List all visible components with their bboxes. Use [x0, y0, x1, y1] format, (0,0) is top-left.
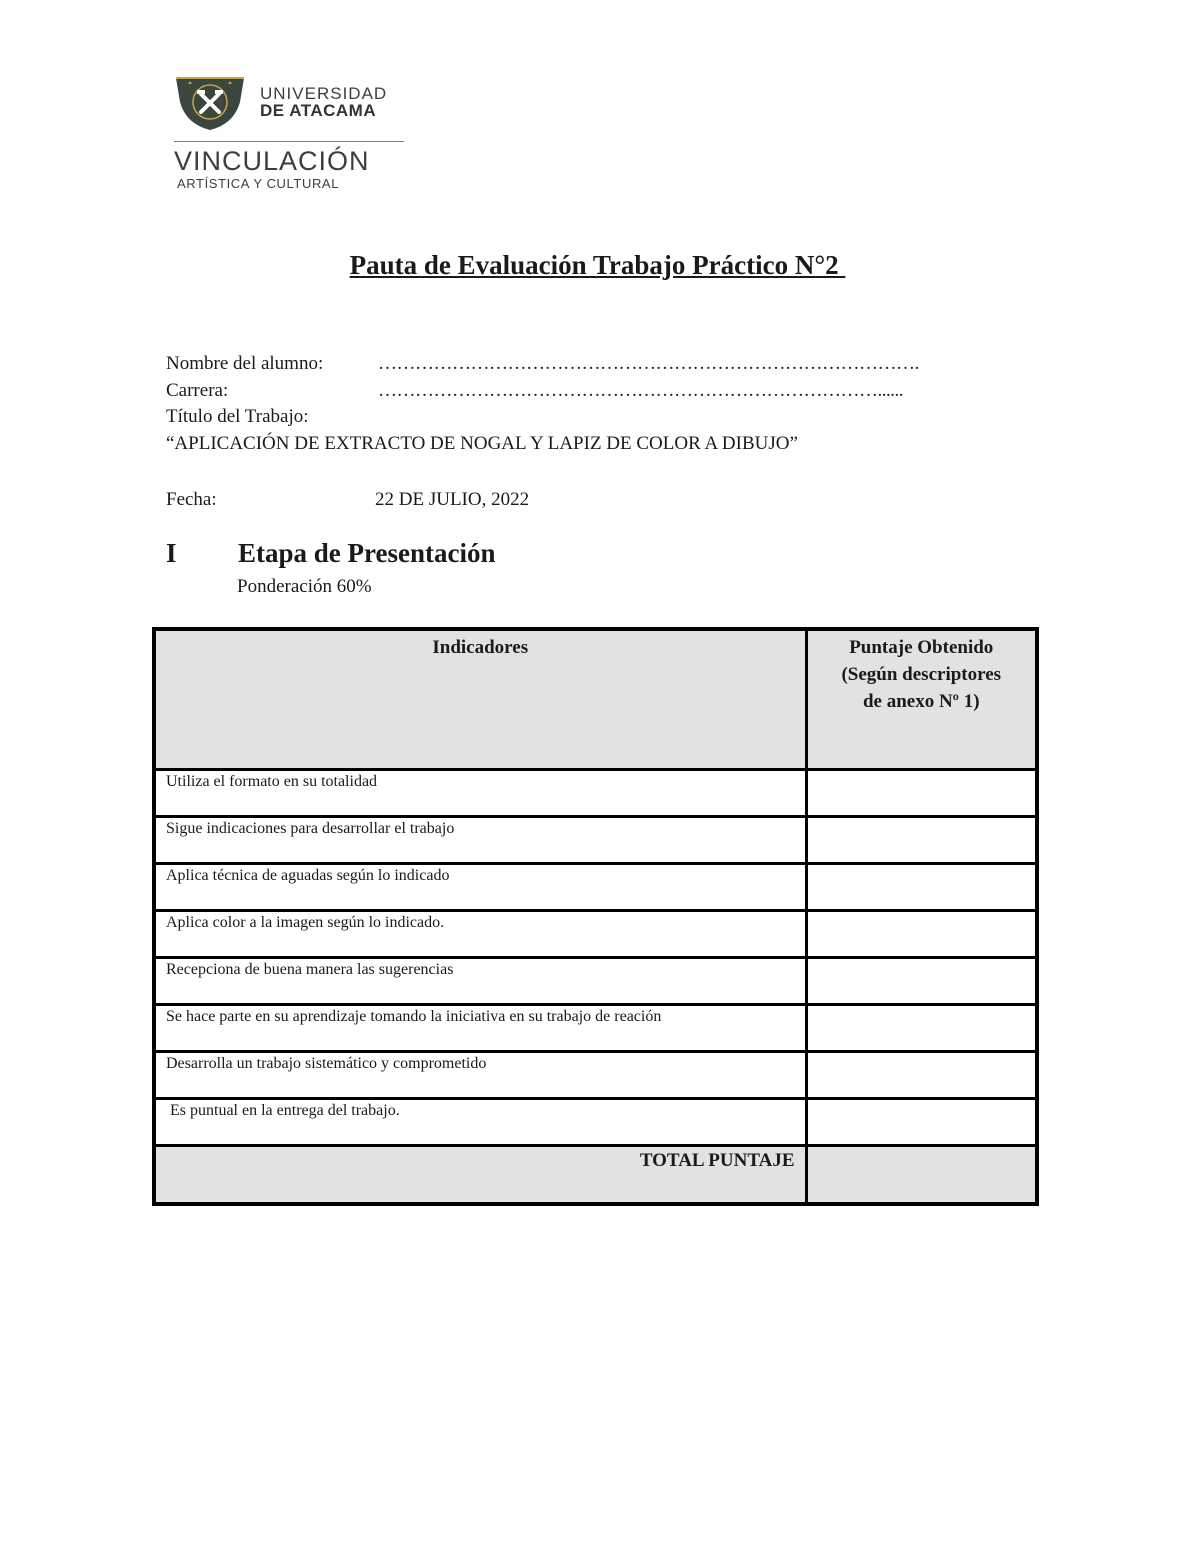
table-row: [154, 817, 1037, 864]
student-name-label: Nombre del alumno:: [166, 353, 324, 374]
career-label: Carrera:: [166, 380, 229, 401]
table-row: [154, 1005, 1037, 1052]
score-cell[interactable]: [806, 911, 1037, 958]
score-header-line1: Puntaje Obtenido: [849, 637, 994, 658]
table-row: [154, 1052, 1037, 1099]
section-heading: Etapa de Presentación: [238, 538, 496, 568]
table-header-row: [154, 629, 1037, 770]
indicators-header: [154, 629, 806, 770]
indicator-cell: Aplica técnica de aguadas según lo indicado: [154, 864, 806, 911]
score-header-line3: de anexo Nº 1): [862, 691, 980, 712]
university-name-line2: DE ATACAMA: [260, 101, 377, 120]
total-score-cell[interactable]: [806, 1146, 1037, 1205]
university-logo: [172, 70, 412, 195]
department-name-line1: VINCULACIÓN: [174, 146, 370, 176]
document-title: Pauta de Evaluación Trabajo Práctico N°2: [349, 250, 846, 280]
work-title-value: “APLICACIÓN DE EXTRACTO DE NOGAL Y LAPIZ DE COLOR A DIBUJO”: [166, 433, 798, 454]
date-row: [166, 486, 1028, 513]
department-name-line2: ARTÍSTICA Y CULTURAL: [177, 176, 340, 191]
student-name-row: [166, 350, 1028, 377]
score-header: [806, 629, 1037, 770]
work-title-label: Título del Trabajo:: [166, 406, 309, 427]
indicators-header-label: Indicadores: [432, 637, 529, 658]
table-row: [154, 958, 1037, 1005]
total-score-label: TOTAL PUNTAJE: [154, 1146, 806, 1205]
score-cell[interactable]: [806, 958, 1037, 1005]
score-cell[interactable]: [806, 864, 1037, 911]
indicator-cell: Aplica color a la imagen según lo indicado.: [154, 911, 806, 958]
score-cell[interactable]: [806, 1099, 1037, 1146]
indicator-cell: Se hace parte en su aprendizaje tomando la iniciativa en su trabajo de reación: [154, 1005, 806, 1052]
date-value: 22 DE JULIO, 2022: [375, 489, 530, 510]
table-row: [154, 864, 1037, 911]
indicator-cell: Utiliza el formato en su totalidad: [154, 770, 806, 817]
section-number: I: [166, 538, 177, 568]
date-label: Fecha:: [166, 489, 217, 510]
table-row: [154, 770, 1037, 817]
table-row: [154, 1099, 1037, 1146]
score-header-line2: (Según descriptores: [841, 664, 1002, 685]
logo-divider: [174, 141, 404, 142]
score-cell[interactable]: [806, 1052, 1037, 1099]
student-name-blank: …………………………………………………………………………….: [378, 353, 919, 374]
score-cell[interactable]: [806, 1005, 1037, 1052]
evaluation-table: [152, 627, 1039, 1206]
score-cell[interactable]: [806, 770, 1037, 817]
indicator-cell: Sigue indicaciones para desarrollar el trabajo: [154, 817, 806, 864]
indicator-cell: Es puntual en la entrega del trabajo.: [154, 1099, 806, 1146]
work-title-row: [166, 403, 1028, 430]
total-row: [154, 1146, 1037, 1205]
career-row: [166, 377, 1028, 404]
section-weighting: Ponderación 60%: [237, 576, 372, 597]
indicator-cell: Recepciona de buena manera las sugerencias: [154, 958, 806, 1005]
university-shield-icon: [174, 72, 246, 132]
table-row: [154, 911, 1037, 958]
score-cell[interactable]: [806, 817, 1037, 864]
indicator-cell: Desarrolla un trabajo sistemático y comprometido: [154, 1052, 806, 1099]
university-name-line1: UNIVERSIDAD: [260, 84, 388, 103]
career-blank: ………………………………………………………………………......: [378, 380, 903, 401]
